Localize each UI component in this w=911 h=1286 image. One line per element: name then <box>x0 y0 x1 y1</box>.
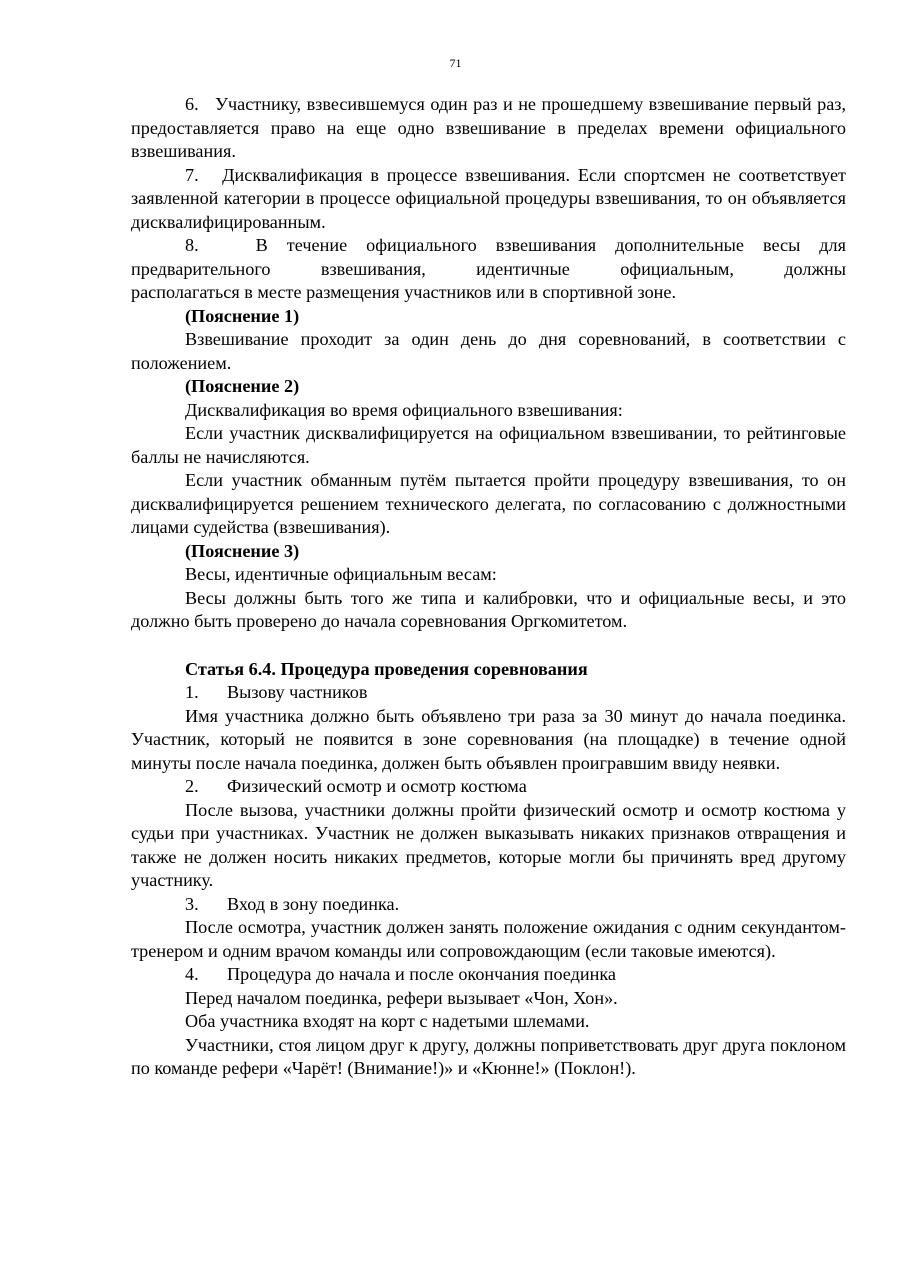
item-2-text: После вызова, участники должны пройти физический осмотр и осмотр костюма у судьи при участниках. Участник не должен выказывать никаких признаков отвращения и также не должен носить никаких предметов, которые могли бы причинять вред другому участнику. <box>131 799 846 890</box>
item-1-text: Имя участника должно быть объявлено три раза за 30 минут до начала поединка. Участник, который не появится в зоне соревнования (на площадке) в течение одной минуты после начала поединка, должен быть объявлен проигравшим ввиду неявки. <box>131 705 846 773</box>
item-3-heading <box>131 893 846 917</box>
item-4-heading <box>131 963 846 987</box>
item-2-heading <box>131 775 846 799</box>
item-1-heading <box>131 681 846 705</box>
note-2-heading: (Пояснение 2) <box>185 376 300 396</box>
paragraph-6 <box>131 93 846 164</box>
paragraph-7-number: 7. <box>185 164 199 185</box>
note-2-line-3: Если участник обманным путём пытается пройти процедуру взвешивания, то он дисквалифицируется решением технического делегата, по согласованию с должностными лицами судейства (взвешивания). <box>131 470 846 537</box>
section-spacer <box>131 634 846 658</box>
item-4-line-3: Участники, стоя лицом друг к другу, должны поприветствовать друг друга поклоном по команде рефери «Чарёт! (Внимание!)» и «Кюнне!» (Поклон!). <box>131 1034 846 1078</box>
page-body <box>131 93 846 1081</box>
paragraph-8-line-1 <box>131 234 846 258</box>
note-1-heading: (Пояснение 1) <box>185 305 300 326</box>
paragraph-8-number: 8. <box>185 235 199 255</box>
item-2-number: 2. <box>185 776 199 796</box>
paragraph-8-line-3: располагаться в месте размещения участников или в спортивной зоне. <box>131 282 677 302</box>
paragraph-7-text: Дисквалификация в процессе взвешивания. Если спортсмен не соответствует заявленной категории в процессе официальной процедуры взвешивания, то он объявляется дисквалифицированным. <box>131 164 847 232</box>
note-2-line-2: Если участник дисквалифицируется на официальном взвешивании, то рейтинговые баллы не начисляются. <box>131 423 846 467</box>
page-number: 71 <box>449 56 462 70</box>
item-1-number: 1. <box>185 682 199 702</box>
article-title: Статья 6.4. Процедура проведения соревнования <box>185 658 588 679</box>
paragraph-7 <box>131 164 846 235</box>
paragraph-6-text: Участнику, взвесившемуся один раз и не прошедшему взвешивание первый раз, предоставляется право на еще одно взвешивание в пределах времени официального взвешивания. <box>131 94 846 161</box>
item-3-text: После осмотра, участник должен занять положение ожидания с одним секундантом-тренером и одним врачом команды или сопровождающим (если таковые имеются). <box>131 917 846 961</box>
item-4-number: 4. <box>185 964 199 984</box>
note-3-heading: (Пояснение 3) <box>185 540 300 561</box>
item-4-title: Процедура до начала и после окончания поединка <box>227 964 616 984</box>
item-1-title: Вызову частников <box>227 682 368 702</box>
item-4-line-2: Оба участника входят на корт с надетыми шлемами. <box>185 1011 590 1031</box>
note-3-line-2: Весы должны быть того же типа и калибровки, что и официальные весы, и это должно быть проверено до начала соревнования Оргкомитетом. <box>131 587 846 631</box>
paragraph-8-text-1: В течение официального взвешивания дополнительные весы для <box>255 235 846 255</box>
note-2-line-1: Дисквалификация во время официального взвешивания: <box>185 399 623 420</box>
paragraph-8-line-2: предварительного взвешивания, идентичные официальным, должны <box>131 258 846 279</box>
item-3-number: 3. <box>185 893 199 914</box>
paragraph-6-number: 6. <box>185 94 199 114</box>
item-3-title: Вход в зону поединка. <box>227 893 400 914</box>
note-3-line-1: Весы, идентичные официальным весам: <box>185 564 497 584</box>
item-2-title: Физический осмотр и осмотр костюма <box>227 776 527 796</box>
note-1-text: Взвешивание проходит за один день до дня соревнований, в соответствии с положением. <box>131 329 846 373</box>
item-4-line-1: Перед началом поединка, рефери вызывает «Чон, Хон». <box>185 987 618 1008</box>
